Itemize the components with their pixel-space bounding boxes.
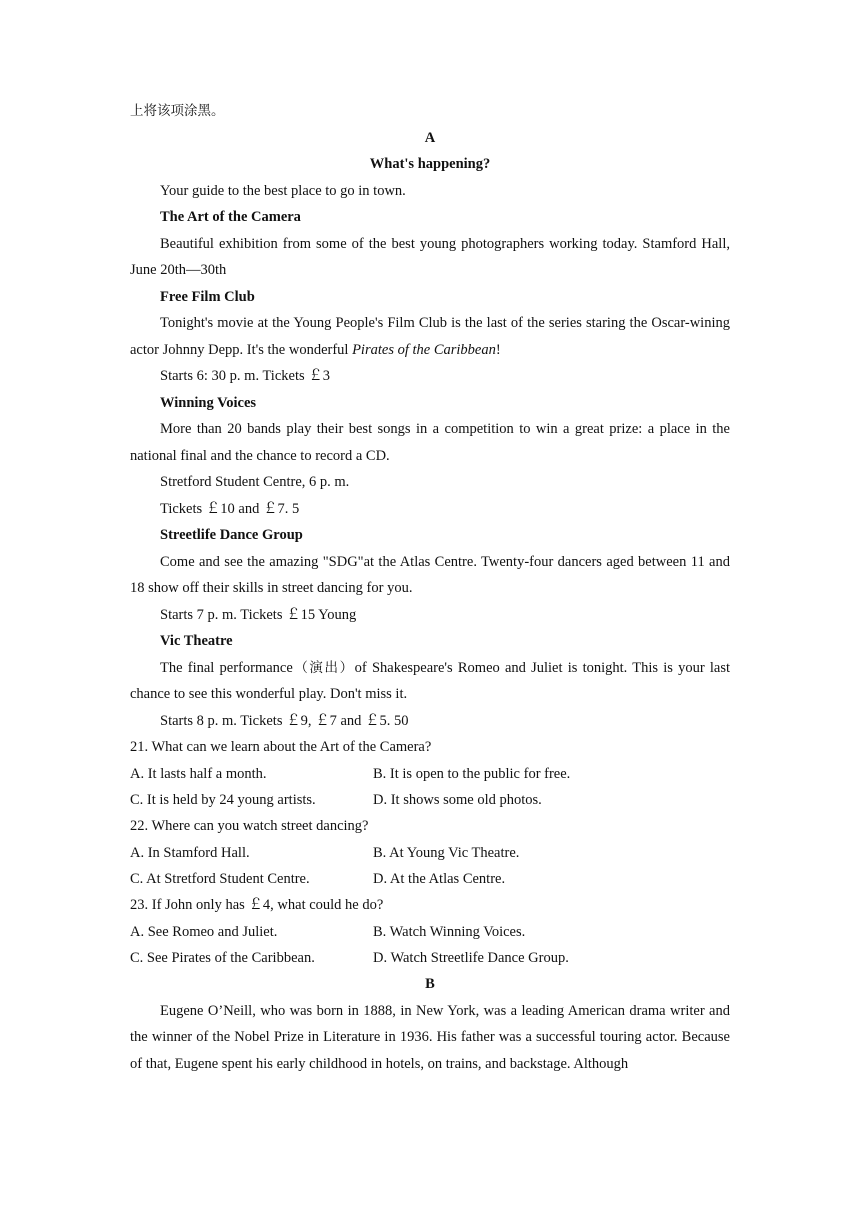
theatre-desc-b: of Shakespeare's Romeo and Juliet is tonight. This is your last chance to see this wonderful play. Don't miss it. xyxy=(130,659,731,702)
intro-line: 上将该项涂黑。 xyxy=(130,103,225,119)
event-desc-camera: Beautiful exhibition from some of the best young photographers working today. Stamford Hall, June 20th—30th xyxy=(130,235,730,278)
option-22-b: B. At Young Vic Theatre. xyxy=(373,844,520,861)
option-21-a: A. It lasts half a month. xyxy=(130,765,267,782)
option-22-c: C. At Stretford Student Centre. xyxy=(130,870,310,887)
event-heading-theatre: Vic Theatre xyxy=(160,633,233,649)
event-heading-voices: Winning Voices xyxy=(160,394,257,411)
option-21-b: B. It is open to the public for free. xyxy=(373,765,571,782)
section-a-label: A xyxy=(424,129,436,146)
options-row xyxy=(130,840,730,866)
film-title: Pirates of the Caribbean xyxy=(352,341,496,358)
section-b-paragraph: Eugene O’Neill, who was born in 1888, in New York, was a leading American drama writer and the winner of the Nobel Prize in Literature in 1936. His father was a successful touring actor. Because of that, Eugene spent his early childhood in hotels, on trains, and backstage. Although xyxy=(130,1002,730,1072)
theatre-desc-cjk: （演出） xyxy=(292,659,355,676)
event-info-film: Starts 6: 30 p. m. Tickets ￡3 xyxy=(160,368,330,384)
event-desc-theatre xyxy=(130,655,730,708)
event-heading-dance: Streetlife Dance Group xyxy=(160,527,303,543)
film-desc-text: Tonight's movie at the Young People's Film Club is the last of the series staring the Oscar-wining actor Johnny Depp. It's the wonderful xyxy=(130,315,730,358)
option-23-c: C. See Pirates of the Caribbean. xyxy=(130,949,315,966)
question-stem-22: 22. Where can you watch street dancing? xyxy=(130,818,369,835)
theatre-desc-a: The final performance xyxy=(160,659,293,676)
event-info-voices-tickets: Tickets ￡10 and ￡7. 5 xyxy=(160,500,300,517)
option-23-a: A. See Romeo and Juliet. xyxy=(130,923,278,940)
option-21-c: C. It is held by 24 young artists. xyxy=(130,791,316,808)
section-a-subtitle: Your guide to the best place to go in town. xyxy=(160,182,406,199)
question-stem-23: 23. If John only has ￡4, what could he do? xyxy=(130,897,384,914)
event-desc-dance: Come and see the amazing "SDG"at the Atlas Centre. Twenty-four dancers aged between 11 and 18 show off their skills in street dancing for you. xyxy=(130,553,730,596)
section-b-label: B xyxy=(425,976,435,993)
document-page xyxy=(130,98,730,1077)
section-a-title: What's happening? xyxy=(369,156,491,172)
option-22-d: D. At the Atlas Centre. xyxy=(373,870,506,887)
event-desc-voices: More than 20 bands play their best songs in a competition to win a great prize: a place in the national final and the chance to record a CD. xyxy=(130,421,730,464)
option-21-d: D. It shows some old photos. xyxy=(373,791,542,808)
option-22-a: A. In Stamford Hall. xyxy=(130,844,250,861)
event-info-dance: Starts 7 p. m. Tickets ￡15 Young xyxy=(160,606,357,623)
event-info-theatre: Starts 8 p. m. Tickets ￡9, ￡7 and ￡5. 50 xyxy=(160,712,409,729)
options-row xyxy=(130,761,730,787)
options-row xyxy=(130,919,730,945)
event-heading-film: Free Film Club xyxy=(160,288,255,305)
options-row xyxy=(130,787,730,813)
event-heading-camera: The Art of the Camera xyxy=(160,209,301,225)
options-row xyxy=(130,866,730,892)
option-23-b: B. Watch Winning Voices. xyxy=(373,923,526,940)
event-desc-film xyxy=(130,310,730,363)
options-row xyxy=(130,945,730,971)
film-desc-end: ! xyxy=(495,341,501,358)
question-stem-21: 21. What can we learn about the Art of the Camera? xyxy=(130,739,432,755)
event-info-voices-venue: Stretford Student Centre, 6 p. m. xyxy=(160,474,350,490)
option-23-d: D. Watch Streetlife Dance Group. xyxy=(373,949,569,966)
